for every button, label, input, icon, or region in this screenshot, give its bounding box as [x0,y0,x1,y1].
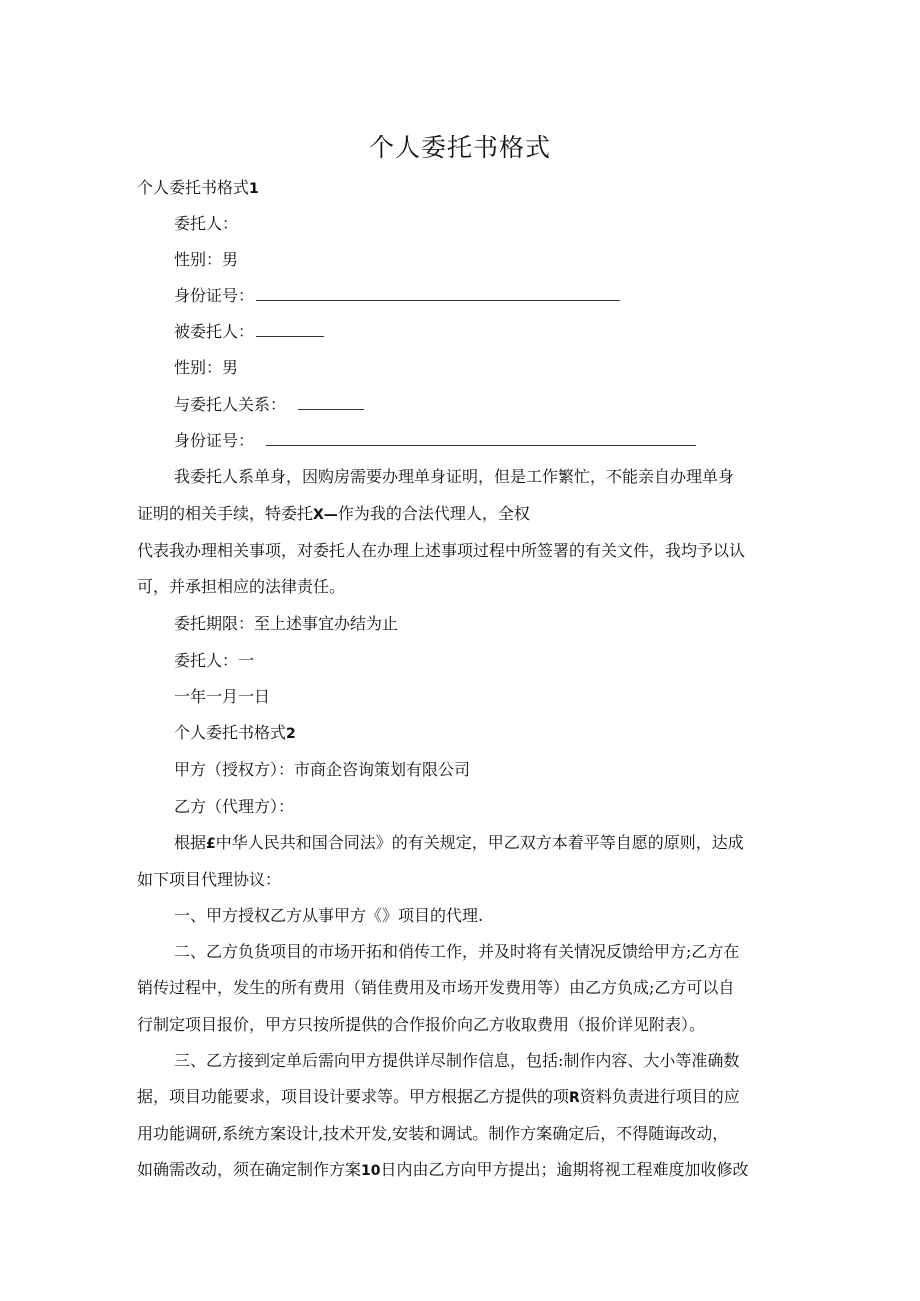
principal-label: 委托人： [174,214,239,233]
clause3-line2-c: 资料负责进行项目的应 [579,1087,740,1106]
relation-label: 与委托人关系： [174,395,287,414]
para1-line3: 代表我办理相关事项，对委托人在办理上述事项过程中所签署的有关文件，我均予以认 [137,541,746,560]
para2-line1-a: 根据 [174,833,207,852]
clause3-line2-b: R [569,1090,580,1106]
agent-blank [256,324,324,337]
clause2-line1: 二、乙方负货项目的市场开拓和俏传工作，并及时将有关情况反馈给甲方;乙方在 [174,942,740,961]
clause3-line2-a: 据，项目功能要求，项目设计要求等。甲方根据乙方提供的项 [137,1087,570,1106]
principal-id-blank [256,288,620,301]
para2-line1-b: £ [206,836,216,852]
relation-line [174,394,364,416]
para1-line2-c: 作为我的合法代理人，全权 [337,504,530,523]
principal-id-label: 身份证号： [174,286,255,305]
section2-heading [174,722,296,745]
agent-label: 被委托人： [174,322,255,341]
agent-id-label: 身份证号： [174,431,255,450]
agent-id-blank [266,433,696,446]
para1-line2-a: 证明的相关手续，特委托 [137,504,314,523]
section1-heading-text: 个人委托书格式 [137,178,250,197]
agent-id-line [174,430,696,452]
agent-line [174,321,324,343]
clause3-line4-b: 10 [361,1163,381,1179]
para1-line4: 可，并承担相应的法律责任。 [137,577,346,596]
principal-gender: 性别：男 [174,250,239,269]
party-a: 甲方（授权方）：市商企咨询策划有限公司 [174,760,471,779]
para1-line1: 我委托人系单身，因购房需要办理单身证明，但是工作繁忙，不能亲自办理单身 [174,467,735,486]
relation-blank [298,397,364,410]
section1-heading-num: 1 [249,181,259,197]
principal-signature: 委托人：一 [174,651,255,670]
document-title: 个人委托书格式 [368,133,551,162]
para2-line2: 如下项目代理协议： [137,870,282,889]
clause3-line2 [137,1086,740,1109]
section2-heading-text: 个人委托书格式 [174,723,287,742]
clause2-line2: 销传过程中，发生的所有费用（销佳费用及市场开发费用等）由乙方负成;乙方可以自 [137,978,735,997]
section2-heading-num: 2 [286,726,296,742]
para2-line1-c: 中华人民共和国合同法》的有关规定，甲乙双方本着平等自愿的原则，达成 [215,833,744,852]
clause3-line3: 用功能调研,系统方案设计,技术开发,安装和调试。制作方案确定后，不得随诲改动， [137,1124,729,1143]
agent-gender: 性别：男 [174,358,239,377]
para2-line1 [174,832,744,855]
para1-line2 [137,503,530,526]
date-line: 一年一月一日 [174,687,271,706]
clause3-line4-c: 日内由乙方向甲方提出；逾期将视工程难度加收修改 [380,1160,749,1179]
para1-line2-b: X— [313,507,338,523]
clause3-line4 [137,1159,749,1182]
party-b: 乙方（代理方）： [174,797,295,816]
clause1: 一、甲方授权乙方从事甲方《》项目的代理. [174,906,484,925]
clause2-line3: 行制定项目报价，甲方只按所提供的合作报价向乙方收取费用（报价详见附表）。 [137,1015,706,1034]
term-line: 委托期限：至上述事宜办结为止 [174,614,399,633]
principal-id-line [174,285,620,307]
clause3-line4-a: 如确需改动，须在确定制作方案 [137,1160,362,1179]
section1-heading [137,177,259,200]
clause3-line1: 三、乙方接到定单后需向甲方提供详尽制作信息，包括:制作内容、大小等准确数 [174,1051,740,1070]
